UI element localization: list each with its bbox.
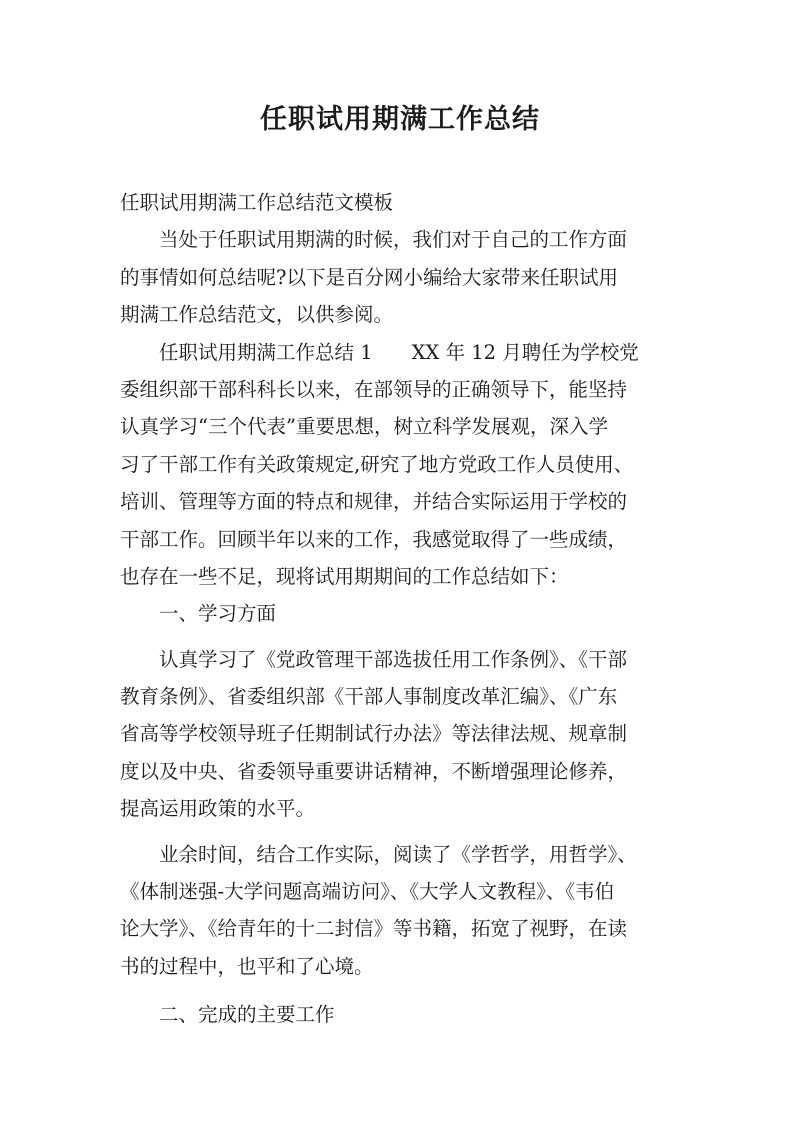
section-heading: 一、学习方面 [159,602,277,626]
paragraph-line: 期满工作总结范文，以供参阅。 [120,303,394,327]
subtitle-line: 任职试用期满工作总结范文模板 [120,191,394,214]
paragraph-line: 认真学习“三个代表”重要思想，树立科学发展观，深入学 [120,415,608,439]
paragraph-line: 度以及中央、省委领导重要讲话精神，不断增强理论修养， [120,759,628,783]
document-title: 任职试用期满工作总结 [260,104,540,135]
paragraph-line: 习了干部工作有关政策规定,研究了地方党政工作人员使用、 [120,452,634,476]
paragraph-line: 提高运用政策的水平。 [120,797,316,821]
paragraph-line: 的事情如何总结呢?以下是百分网小编给大家带来任职试用 [120,265,618,289]
paragraph-line: 《体制迷强-大学问题高端访问》、《大学人文教程》、《韦伯 [120,880,615,904]
paragraph-line: 委组织部干部科科长以来，在部领导的正确领导下，能坚持 [120,377,628,401]
paragraph-line: 任职试用期满工作总结 1 XX 年 12 月聘任为学校党 [159,340,639,364]
paragraph-line: 培训、管理等方面的特点和规律，并结合实际运用于学校的 [120,490,628,514]
section-heading: 二、完成的主要工作 [159,1003,335,1027]
paragraph-line: 省高等学校领导班子任期制试行办法》等法律法规、规章制 [120,722,628,746]
document-body [120,184,700,1034]
paragraph-line: 当处于任职试用期满的时候，我们对于自己的工作方面 [159,228,628,252]
paragraph-line: 认真学习了《党政管理干部选拔任用工作条例》、《干部 [159,647,628,671]
paragraph-line: 书的过程中，也平和了心境。 [120,954,374,978]
paragraph-line: 干部工作。回顾半年以来的工作，我感觉取得了一些成绩， [120,527,628,551]
paragraph-line: 论大学》、《给青年的十二封信》等书籍，拓宽了视野，在读 [120,917,628,941]
paragraph-line: 教育条例》、省委组织部《干部人事制度改革汇编》、《广东 [120,685,618,709]
paragraph-line: 也存在一些不足，现将试用期期间的工作总结如下： [120,564,569,588]
paragraph-line: 业余时间，结合工作实际，阅读了《学哲学，用哲学》、 [159,842,637,866]
